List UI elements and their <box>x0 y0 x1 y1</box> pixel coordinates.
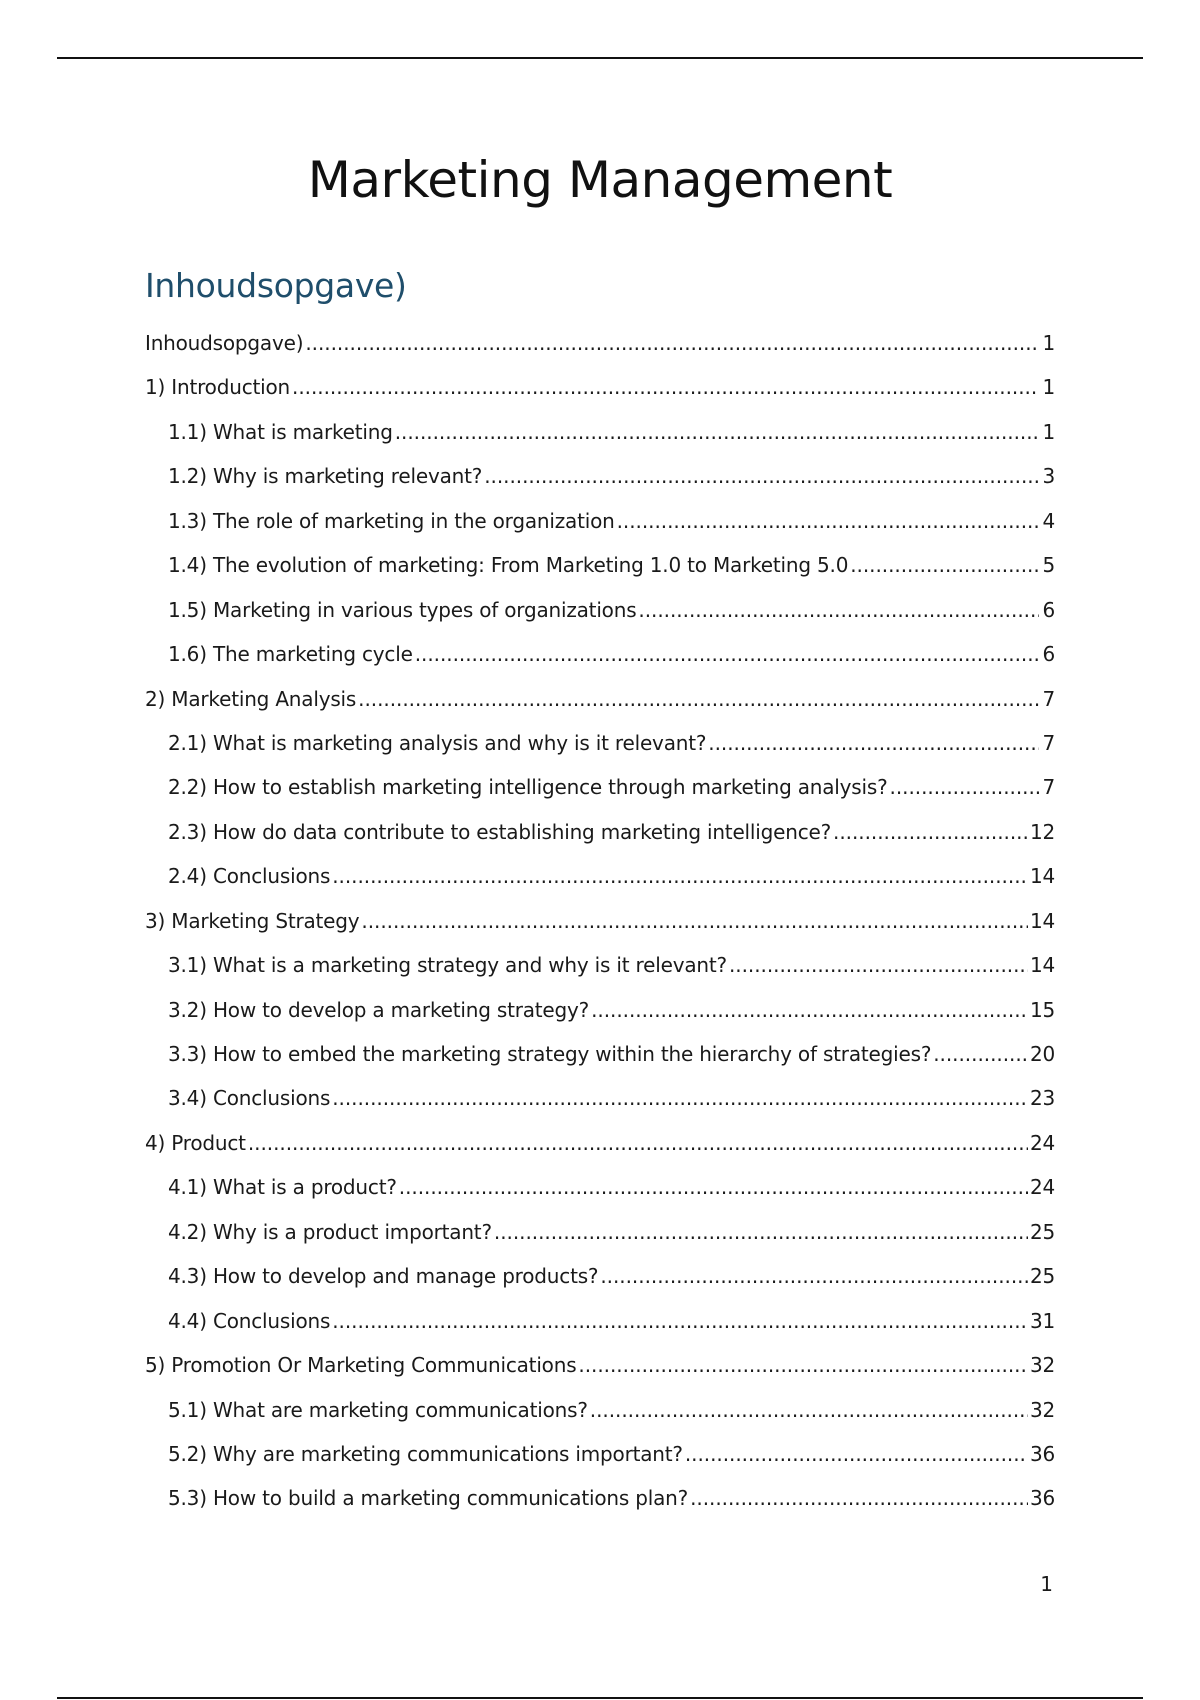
toc-entry-label: 2.3) How do data contribute to establishing marketing intelligence? <box>168 819 832 844</box>
toc-entry-page: 31 <box>1029 1308 1055 1333</box>
toc-entry-label: 1.2) Why is marketing relevant? <box>168 464 483 489</box>
toc-entry-label: 2) Marketing Analysis <box>145 686 357 711</box>
toc-dot-leader <box>638 590 1039 630</box>
toc-entry-page: 7 <box>1042 686 1055 711</box>
toc-entry[interactable] <box>145 679 1055 723</box>
toc-entry-label: 1.6) The marketing cycle <box>168 642 413 667</box>
toc-entry-page: 1 <box>1042 375 1055 400</box>
toc-dot-leader <box>617 501 1039 541</box>
toc-entry-page: 3 <box>1042 464 1055 489</box>
toc-dot-leader <box>494 1212 1028 1252</box>
toc-entry[interactable] <box>145 1434 1055 1478</box>
toc-entry-page: 14 <box>1029 864 1055 889</box>
top-rule <box>57 57 1143 59</box>
toc-entry-page: 1 <box>1042 419 1055 444</box>
toc-dot-leader <box>484 456 1039 496</box>
toc-entry-page: 14 <box>1029 953 1055 978</box>
toc-entry-page: 7 <box>1042 775 1055 800</box>
toc-dot-leader <box>729 945 1028 985</box>
toc-entry-page: 1 <box>1042 331 1055 355</box>
toc-dot-leader <box>578 1345 1028 1385</box>
toc-entry-page: 25 <box>1029 1219 1055 1244</box>
toc-entry[interactable] <box>145 590 1055 634</box>
toc-dot-leader <box>890 767 1039 807</box>
toc-dot-leader <box>358 679 1039 719</box>
toc-entry-label: 1) Introduction <box>145 375 290 400</box>
toc-dot-leader <box>833 812 1028 852</box>
toc-entry[interactable] <box>145 1123 1055 1167</box>
toc-dot-leader <box>305 323 1039 363</box>
toc-entry-label: 4.1) What is a product? <box>168 1175 397 1200</box>
toc-entry-page: 25 <box>1029 1264 1055 1289</box>
toc-entry[interactable] <box>145 723 1055 767</box>
toc-dot-leader <box>850 545 1039 585</box>
toc-dot-leader <box>395 412 1039 452</box>
toc-entry-page: 15 <box>1029 997 1055 1022</box>
toc-entry[interactable] <box>145 901 1055 945</box>
toc-entry-label: 5.3) How to build a marketing communications plan? <box>168 1486 689 1511</box>
toc-entry-page: 24 <box>1029 1175 1055 1200</box>
toc-entry-label: 3.2) How to develop a marketing strategy? <box>168 997 590 1022</box>
toc-entry-label: 2.2) How to establish marketing intelligence through marketing analysis? <box>168 775 888 800</box>
toc-dot-leader <box>690 1478 1028 1518</box>
toc-entry-label: 3.4) Conclusions <box>168 1086 331 1111</box>
toc-entry[interactable] <box>145 456 1055 500</box>
toc-entry[interactable] <box>145 812 1055 856</box>
toc-entry-page: 32 <box>1029 1353 1055 1378</box>
toc-entry[interactable] <box>145 990 1055 1034</box>
toc-entry-label: 4) Product <box>145 1130 246 1155</box>
toc-entry[interactable] <box>145 856 1055 900</box>
toc-entry-label: 5.2) Why are marketing communications important? <box>168 1441 683 1466</box>
toc-entry-label: 1.5) Marketing in various types of organizations <box>168 597 637 622</box>
toc-entry-label: 1.3) The role of marketing in the organization <box>168 508 615 533</box>
toc-entry[interactable] <box>145 1034 1055 1078</box>
toc-entry[interactable] <box>145 412 1055 456</box>
toc-entry-page: 14 <box>1029 908 1055 933</box>
toc-entry-label: 3.3) How to embed the marketing strategy within the hierarchy of strategies? <box>168 1042 932 1066</box>
toc-dot-leader <box>292 367 1039 407</box>
toc-entry[interactable] <box>145 767 1055 811</box>
toc-entry-label: 3) Marketing Strategy <box>145 908 360 933</box>
toc-entry[interactable] <box>145 323 1055 367</box>
document-title: Marketing Management <box>307 151 893 209</box>
toc-entry-label: 3.1) What is a marketing strategy and why is it relevant? <box>168 953 727 978</box>
bottom-rule <box>57 1697 1143 1699</box>
toc-heading: Inhoudsopgave) <box>145 266 407 305</box>
toc-entry[interactable] <box>145 545 1055 589</box>
toc-entry[interactable] <box>145 1167 1055 1211</box>
toc-dot-leader <box>933 1034 1028 1074</box>
toc-entry-label: 2.4) Conclusions <box>168 864 331 889</box>
table-of-contents <box>145 323 1055 1523</box>
toc-dot-leader <box>708 723 1039 763</box>
toc-entry-label: 1.4) The evolution of marketing: From Marketing 1.0 to Marketing 5.0 <box>168 553 849 578</box>
toc-dot-leader <box>399 1167 1028 1207</box>
toc-entry[interactable] <box>145 1390 1055 1434</box>
toc-entry-page: 32 <box>1029 1397 1055 1422</box>
toc-entry-label: 4.4) Conclusions <box>168 1308 331 1333</box>
toc-dot-leader <box>590 1390 1028 1430</box>
toc-dot-leader <box>685 1434 1028 1474</box>
toc-entry-page: 6 <box>1042 597 1055 622</box>
toc-entry[interactable] <box>145 634 1055 678</box>
toc-entry-label: 4.2) Why is a product important? <box>168 1219 492 1244</box>
toc-dot-leader <box>332 1301 1028 1341</box>
toc-entry[interactable] <box>145 1078 1055 1122</box>
toc-entry-page: 6 <box>1042 642 1055 667</box>
toc-entry-label: Inhoudsopgave) <box>145 331 304 355</box>
toc-dot-leader <box>332 856 1028 896</box>
toc-entry-label: 5.1) What are marketing communications? <box>168 1397 588 1422</box>
toc-entry-label: 4.3) How to develop and manage products? <box>168 1264 599 1289</box>
toc-entry-label: 1.1) What is marketing <box>168 419 393 444</box>
toc-entry[interactable] <box>145 1256 1055 1300</box>
toc-dot-leader <box>248 1123 1028 1163</box>
toc-dot-leader <box>332 1078 1028 1118</box>
toc-entry[interactable] <box>145 1212 1055 1256</box>
toc-dot-leader <box>600 1256 1028 1296</box>
toc-entry-page: 23 <box>1029 1086 1055 1111</box>
toc-entry[interactable] <box>145 1345 1055 1389</box>
toc-entry-label: 2.1) What is marketing analysis and why is it relevant? <box>168 730 707 755</box>
page-number: 1 <box>1040 1572 1053 1596</box>
toc-entry-page: 36 <box>1029 1486 1055 1511</box>
toc-dot-leader <box>591 990 1028 1030</box>
toc-entry[interactable] <box>145 367 1055 411</box>
toc-entry-page: 24 <box>1029 1130 1055 1155</box>
toc-dot-leader <box>415 634 1039 674</box>
toc-entry-page: 7 <box>1042 730 1055 755</box>
toc-dot-leader <box>361 901 1028 941</box>
toc-entry[interactable] <box>145 1478 1055 1522</box>
toc-entry-page: 12 <box>1029 819 1055 844</box>
toc-entry-label: 5) Promotion Or Marketing Communications <box>145 1353 577 1378</box>
toc-entry[interactable] <box>145 1301 1055 1345</box>
toc-entry-page: 4 <box>1042 508 1055 533</box>
toc-entry[interactable] <box>145 945 1055 989</box>
toc-entry-page: 20 <box>1029 1042 1055 1066</box>
toc-entry-page: 36 <box>1029 1441 1055 1466</box>
toc-entry-page: 5 <box>1042 553 1055 578</box>
toc-entry[interactable] <box>145 501 1055 545</box>
